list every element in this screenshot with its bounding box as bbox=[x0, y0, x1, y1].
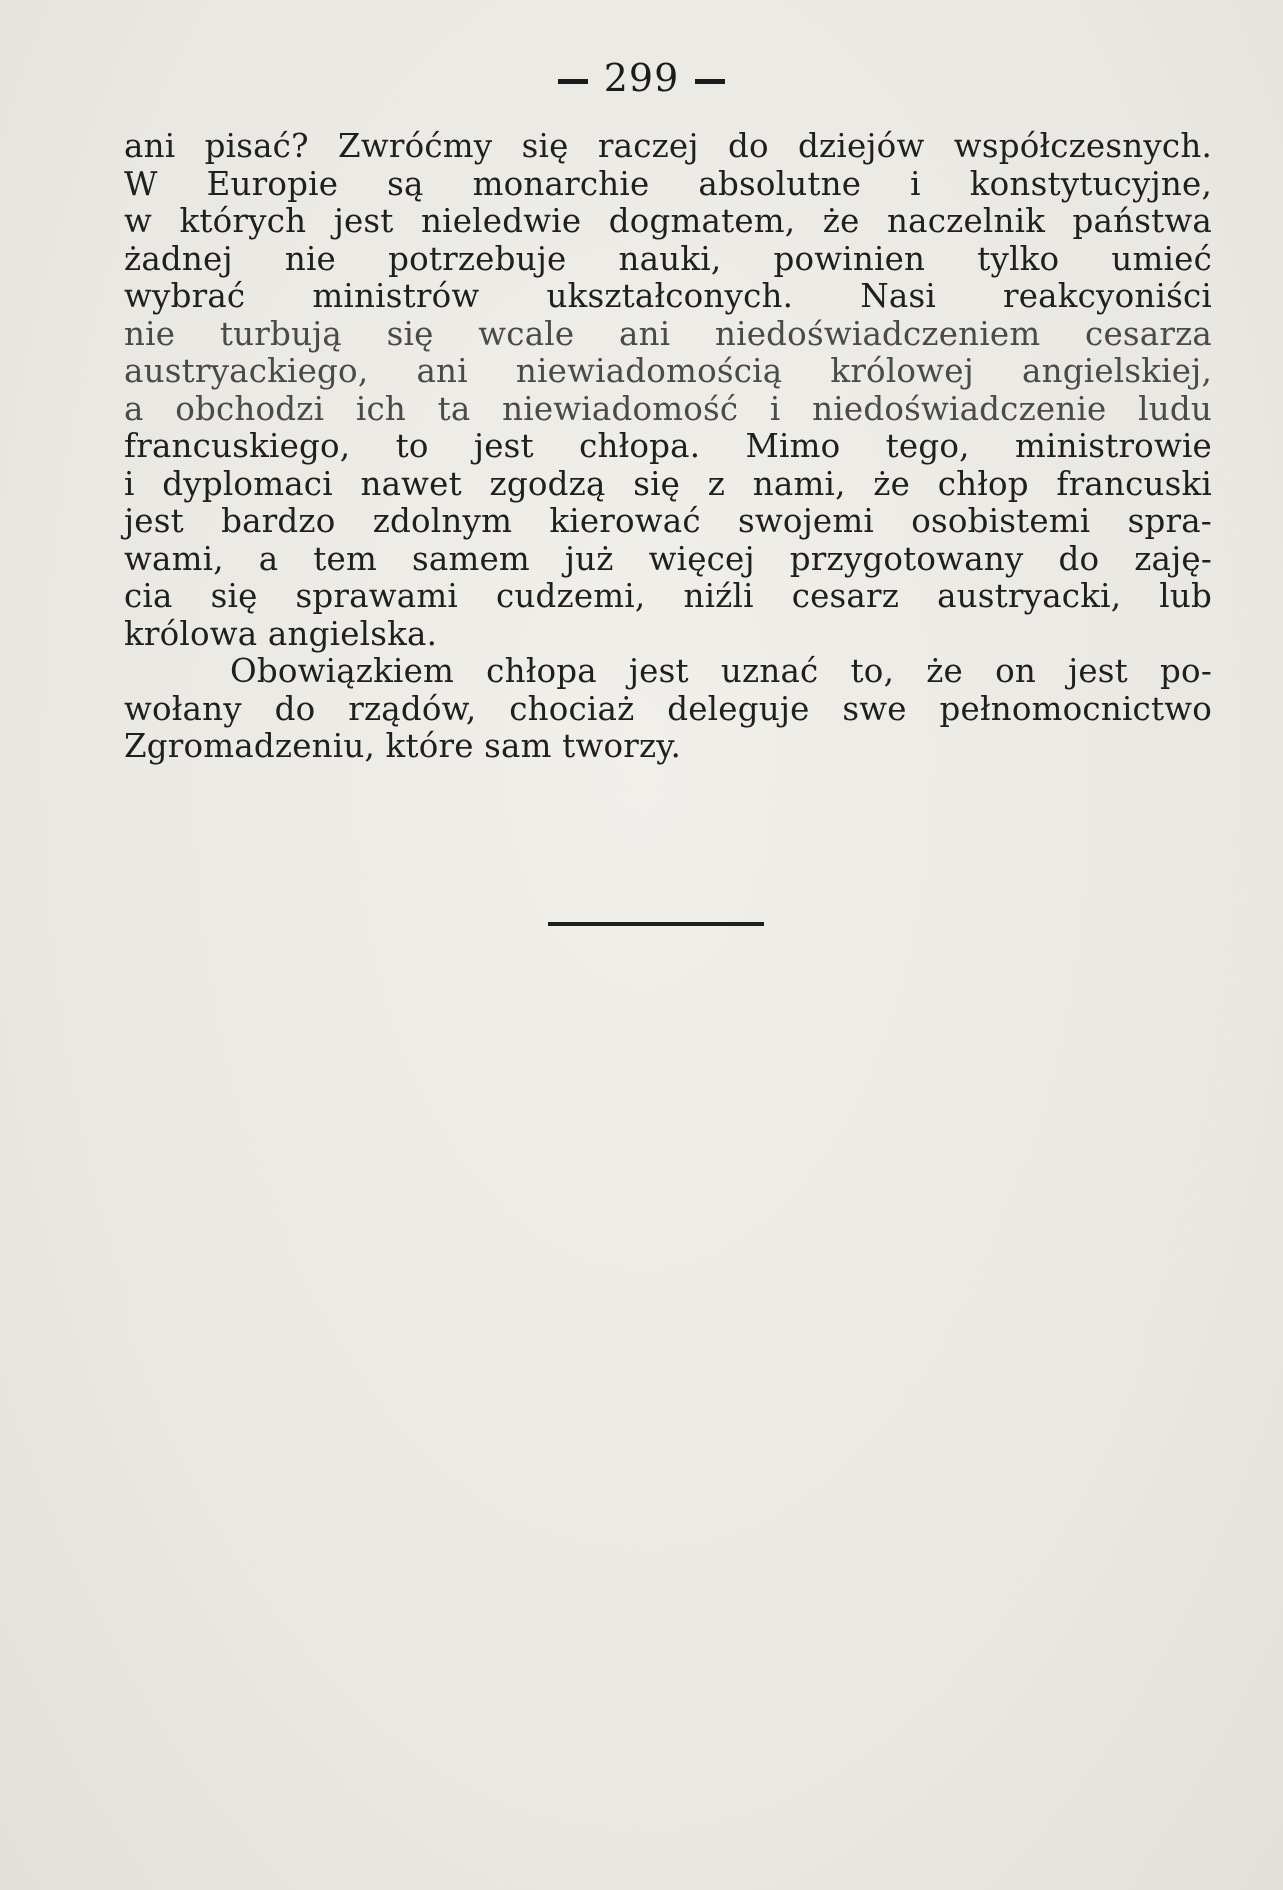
text-line: wybrać ministrów ukształconych. Nasi reakcyoniści bbox=[124, 277, 1212, 315]
right-dash-decoration bbox=[695, 79, 725, 84]
text-line-paragraph-start: Obowiązkiem chłopa jest uznać to, że on jest po- bbox=[230, 652, 1212, 690]
body-text bbox=[124, 128, 1212, 766]
text-line: nie turbują się wcale ani niedoświadczeniem cesarza bbox=[124, 314, 1212, 353]
page-number: 299 bbox=[603, 56, 680, 100]
text-line: ani pisać? Zwróćmy się raczej do dziejów współczesnych. bbox=[124, 127, 1212, 165]
text-line: wołany do rządów, chociaż deleguje swe pełnomocnictwo bbox=[124, 689, 1212, 728]
text-line-paragraph-end: Zgromadzeniu, które sam tworzy. bbox=[124, 727, 682, 765]
text-line: w których jest nieledwie dogmatem, że naczelnik państwa bbox=[124, 202, 1212, 240]
text-line: i dyplomaci nawet zgodzą się z nami, że chłop francuski bbox=[124, 464, 1212, 503]
text-line: francuskiego, to jest chłopa. Mimo tego, ministrowie bbox=[124, 427, 1212, 465]
text-line: W Europie są monarchie absolutne i konstytucyjne, bbox=[124, 164, 1212, 203]
text-line: wami, a tem samem już więcej przygotowany do zaję- bbox=[124, 539, 1212, 578]
text-line: cia się sprawami cudzemi, niźli cesarz austryacki, lub bbox=[124, 577, 1212, 615]
text-line: a obchodzi ich ta niewiadomość i niedoświadczenie ludu bbox=[124, 389, 1212, 428]
text-line: austryackiego, ani niewiadomością królowej angielskiej, bbox=[124, 352, 1212, 390]
text-line: żadnej nie potrzebuje nauki, powinien tylko umieć bbox=[124, 239, 1212, 278]
text-line-paragraph-end: królowa angielska. bbox=[124, 614, 438, 653]
text-line: jest bardzo zdolnym kierować swojemi osobistemi spra- bbox=[124, 502, 1212, 540]
page-number-header bbox=[0, 56, 1283, 100]
left-dash-decoration bbox=[558, 79, 588, 84]
section-end-rule bbox=[548, 922, 764, 926]
